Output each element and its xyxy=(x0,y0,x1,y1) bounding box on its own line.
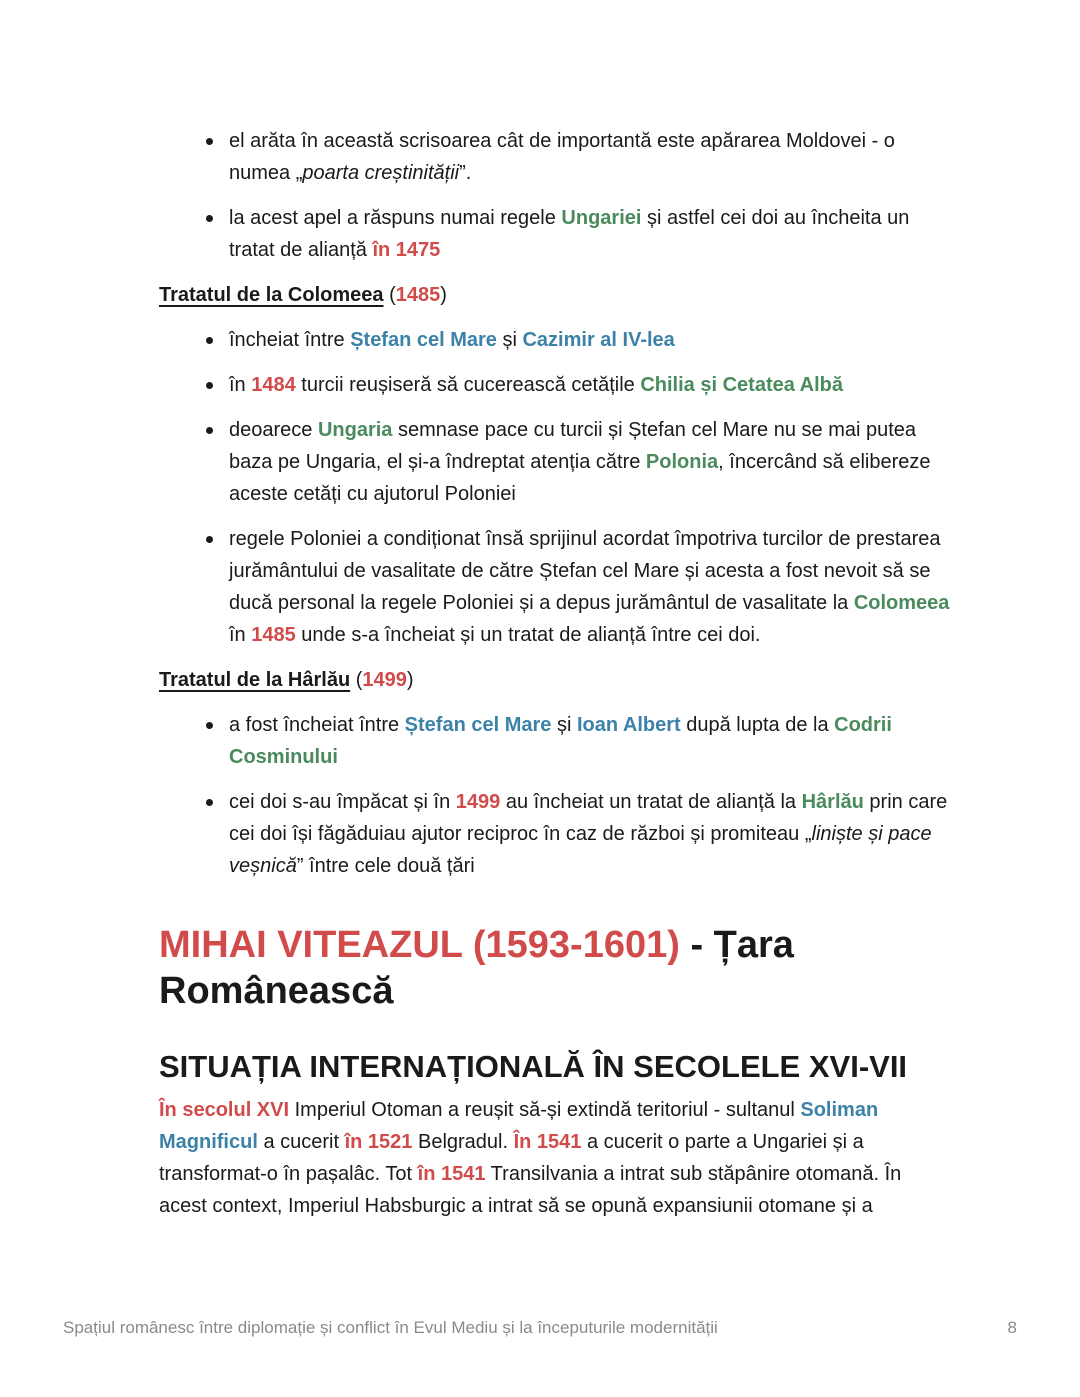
paragraph xyxy=(159,1094,949,1222)
bullet-item xyxy=(229,125,954,189)
text-run: prin care cei doi își făgăduiau ajutor reciproc în caz de război și promiteau „ xyxy=(229,791,948,845)
text-run: ( xyxy=(350,669,363,691)
bullet-item xyxy=(229,414,954,510)
text-run: deoarece xyxy=(229,419,318,441)
bullet-item xyxy=(229,709,954,773)
bullet-item xyxy=(229,523,954,651)
text-run: și xyxy=(551,714,577,736)
text-run: și astfel cei doi au încheita un tratat de alianță xyxy=(229,207,910,261)
text-run: SITUAȚIA INTERNAȚIONALĂ ÎN SECOLELE XVI-VII xyxy=(159,1049,908,1084)
highlight-person: Ioan Albert xyxy=(576,714,681,736)
text-run: ) xyxy=(440,284,447,306)
text-run: turcii reușiseră să cucerească cetățile xyxy=(295,374,641,396)
text-run: el arăta în această scrisoarea cât de importantă este apărarea Moldovei - o numea „ xyxy=(229,130,895,184)
section-title xyxy=(159,922,959,1014)
text-run: a fost încheiat între xyxy=(229,714,405,736)
highlight-date: în 1475 xyxy=(372,239,441,261)
page-footer: Spațiul românesc între diplomație și conflict în Evul Mediu și la începuturile modernității xyxy=(63,1318,718,1337)
treaty-title: Tratatul de la Hârlău xyxy=(159,669,351,691)
italic-quote: liniște și pace veșnică xyxy=(229,823,932,877)
text-run: după lupta de la xyxy=(680,714,835,736)
text-run: Belgradul. xyxy=(412,1131,514,1153)
highlight-date: MIHAI VITEAZUL (1593-1601) xyxy=(159,924,680,966)
highlight-place: Polonia xyxy=(645,451,719,473)
highlight-place: Hârlău xyxy=(801,791,864,813)
highlight-place: Chilia și Cetatea Albă xyxy=(640,374,843,396)
text-run: și xyxy=(496,329,523,351)
text-run: în xyxy=(229,624,252,646)
highlight-place: Codrii Cosminului xyxy=(229,714,892,768)
page-number: 8 xyxy=(1007,1318,1017,1337)
highlight-date: 1485 xyxy=(251,624,296,646)
highlight-date: în 1541 xyxy=(417,1163,486,1185)
highlight-date: În 1541 xyxy=(513,1131,582,1153)
highlight-place: Colomeea xyxy=(853,592,950,614)
highlight-date: 1485 xyxy=(395,284,441,306)
document-body xyxy=(159,125,959,1222)
highlight-person: Soliman Magnificul xyxy=(159,1099,879,1153)
highlight-date: 1499 xyxy=(362,669,407,691)
text-run: semnase pace cu turcii și Ștefan cel Mare nu se mai putea baza pe Ungaria, el și-a îndreptat atenția către xyxy=(229,419,917,473)
text-run: ” între cele două țări xyxy=(296,855,475,877)
highlight-person: Ștefan cel Mare xyxy=(404,714,552,736)
text-run: cei doi s-au împăcat și în xyxy=(229,791,456,813)
highlight-date: 1499 xyxy=(455,791,501,813)
section-subtitle xyxy=(159,1048,959,1086)
text-run: unde s-a încheiat și un tratat de alianță între cei doi. xyxy=(295,624,761,646)
subheading xyxy=(159,279,959,311)
bullet-item xyxy=(229,786,954,882)
subheading xyxy=(159,664,959,696)
text-run: ”. xyxy=(459,162,472,184)
text-run: au încheiat un tratat de alianță la xyxy=(500,791,802,813)
treaty-title: Tratatul de la Colomeea xyxy=(159,284,384,306)
highlight-date: 1484 xyxy=(251,374,296,396)
text-run: , încercând să elibereze aceste cetăți cu ajutorul Poloniei xyxy=(229,451,931,505)
highlight-place: Ungaria xyxy=(317,419,393,441)
text-run: ( xyxy=(383,284,396,306)
highlight-place: Ungariei xyxy=(561,207,642,229)
text-run: a cucerit xyxy=(257,1131,345,1153)
text-run: la acest apel a răspuns numai regele xyxy=(229,207,562,229)
text-run: Imperiul Otoman a reușit să-și extindă teritoriul - sultanul xyxy=(289,1099,801,1121)
highlight-date: În secolul XVI xyxy=(159,1099,290,1121)
highlight-date: în 1521 xyxy=(344,1131,413,1153)
bullet-item xyxy=(229,324,954,356)
text-run: încheiat între xyxy=(229,329,351,351)
text-run: ) xyxy=(406,669,414,691)
bullet-item xyxy=(229,202,954,266)
highlight-person: Cazimir al IV-lea xyxy=(522,329,675,351)
highlight-person: Ștefan cel Mare xyxy=(350,329,497,351)
bullet-item xyxy=(229,369,954,401)
text-run: regele Poloniei a condiționat însă sprijinul acordat împotriva turcilor de prestarea jurământului de vasalitate de către Ștefan cel Mare și acesta a fost nevoit să se ducă personal la regele Poloniei și a depus jurământul de vasalitate la xyxy=(229,528,941,614)
italic-quote: poarta creștinității xyxy=(302,162,460,184)
text-run: în xyxy=(229,374,252,396)
text-run: Transilvania a intrat sub stăpânire otomană. În acest context, Imperiul Habsburgic a intrat să se opună expansiunii otomane și a xyxy=(159,1163,902,1217)
text-run: a cucerit o parte a Ungariei și a transformat-o în pașalâc. Tot xyxy=(159,1131,864,1185)
text-run: - Țara Românească xyxy=(159,924,794,1012)
